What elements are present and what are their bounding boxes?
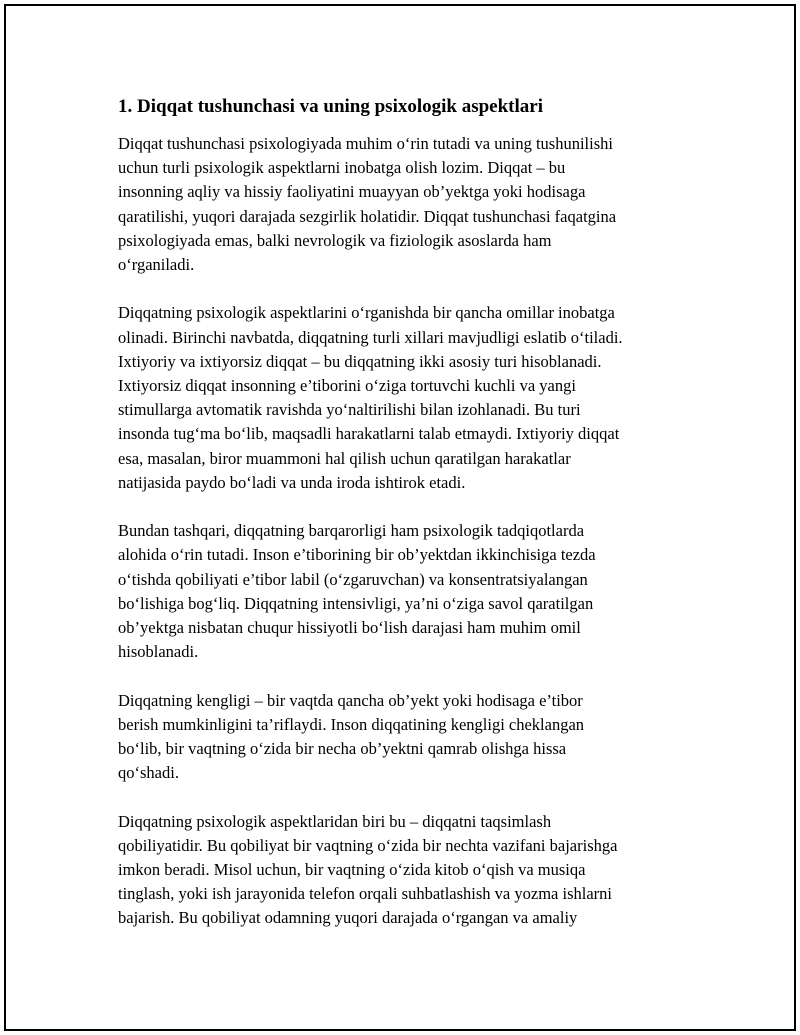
text-line: Bundan tashqari, diqqatning barqarorligi ham psixologik tadqiqotlarda	[118, 521, 585, 541]
document-body	[118, 94, 692, 955]
text-line: insonning aqliy va hissiy faoliyatini muayyan ob’yektga yoki hodisaga	[118, 182, 586, 202]
text-line: Diqqatning kengligi – bir vaqtda qancha ob’yekt yoki hodisaga e’tibor	[118, 690, 583, 710]
text-line: qo‘shadi.	[118, 763, 179, 783]
text-line: o‘rganiladi.	[118, 255, 195, 275]
paragraph	[118, 519, 692, 664]
text-line: insonda tug‘ma bo‘lib, maqsadli harakatlarni talab etmaydi. Ixtiyoriy diqqat	[118, 424, 620, 444]
text-line: berish mumkinligini ta’riflaydi. Inson diqqatining kengligi cheklangan	[118, 714, 585, 734]
paragraph	[118, 689, 692, 786]
paragraph	[118, 810, 692, 931]
text-line: ob’yektga nisbatan chuqur hissiyotli bo‘lish darajasi ham muhim omil	[118, 618, 581, 638]
text-line: bo‘lib, bir vaqtning o‘zida bir necha ob’yektni qamrab olishga hissa	[118, 739, 567, 759]
text-line: esa, masalan, biror muammoni hal qilish uchun qaratilgan harakatlar	[118, 448, 571, 468]
text-line: Diqqat tushunchasi psixologiyada muhim o‘rin tutadi va uning tushunilishi	[118, 134, 613, 153]
text-line: bajarish. Bu qobiliyat odamning yuqori darajada o‘rgangan va amaliy	[118, 908, 578, 928]
text-line: qobiliyatidir. Bu qobiliyat bir vaqtning o‘zida bir nechta vazifani bajarishga	[118, 835, 618, 855]
text-line: qaratilishi, yuqori darajada sezgirlik holatidir. Diqqat tushunchasi faqatgina	[118, 206, 617, 226]
text-line: bo‘lishiga bog‘liq. Diqqatning intensivligi, ya’ni o‘ziga savol qaratilgan	[118, 593, 594, 613]
section-heading: 1. Diqqat tushunchasi va uning psixologik aspektlari	[118, 96, 543, 117]
text-line: Ixtiyoriy va ixtiyorsiz diqqat – bu diqqatning ikki asosiy turi hisoblanadi.	[118, 351, 602, 371]
paragraphs-container	[118, 132, 692, 931]
paragraph	[118, 132, 692, 277]
text-line: uchun turli psixologik aspektlarni inobatga olish lozim. Diqqat – bu	[118, 158, 566, 178]
text-line: imkon beradi. Misol uchun, bir vaqtning o‘zida kitob o‘qish va musiqa	[118, 860, 586, 880]
text-line: psixologiyada emas, balki nevrologik va fiziologik asoslarda ham	[118, 230, 552, 250]
text-line: hisoblanadi.	[118, 642, 199, 662]
text-line: natijasida paydo bo‘ladi va unda iroda ishtirok etadi.	[118, 472, 466, 492]
text-line: olinadi. Birinchi navbatda, diqqatning turli xillari mavjudligi eslatib o‘tiladi.	[118, 327, 623, 347]
text-line: Diqqatning psixologik aspektlaridan biri bu – diqqatni taqsimlash	[118, 811, 552, 831]
text-line: tinglash, yoki ish jarayonida telefon orqali suhbatlashish va yozma ishlarni	[118, 884, 612, 904]
text-line: o‘tishda qobiliyati e’tibor labil (o‘zgaruvchan) va konsentratsiyalangan	[118, 569, 588, 589]
text-line: alohida o‘rin tutadi. Inson e’tiborining bir ob’yektdan ikkinchisiga tezda	[118, 545, 596, 565]
text-line: Diqqatning psixologik aspektlarini o‘rganishda bir qancha omillar inobatga	[118, 303, 615, 323]
text-line: Ixtiyorsiz diqqat insonning e’tiborini o‘ziga tortuvchi kuchli va yangi	[118, 376, 576, 396]
text-line: stimullarga avtomatik ravishda yo‘naltirilishi bilan izohlanadi. Bu turi	[118, 400, 581, 420]
paragraph	[118, 301, 692, 495]
